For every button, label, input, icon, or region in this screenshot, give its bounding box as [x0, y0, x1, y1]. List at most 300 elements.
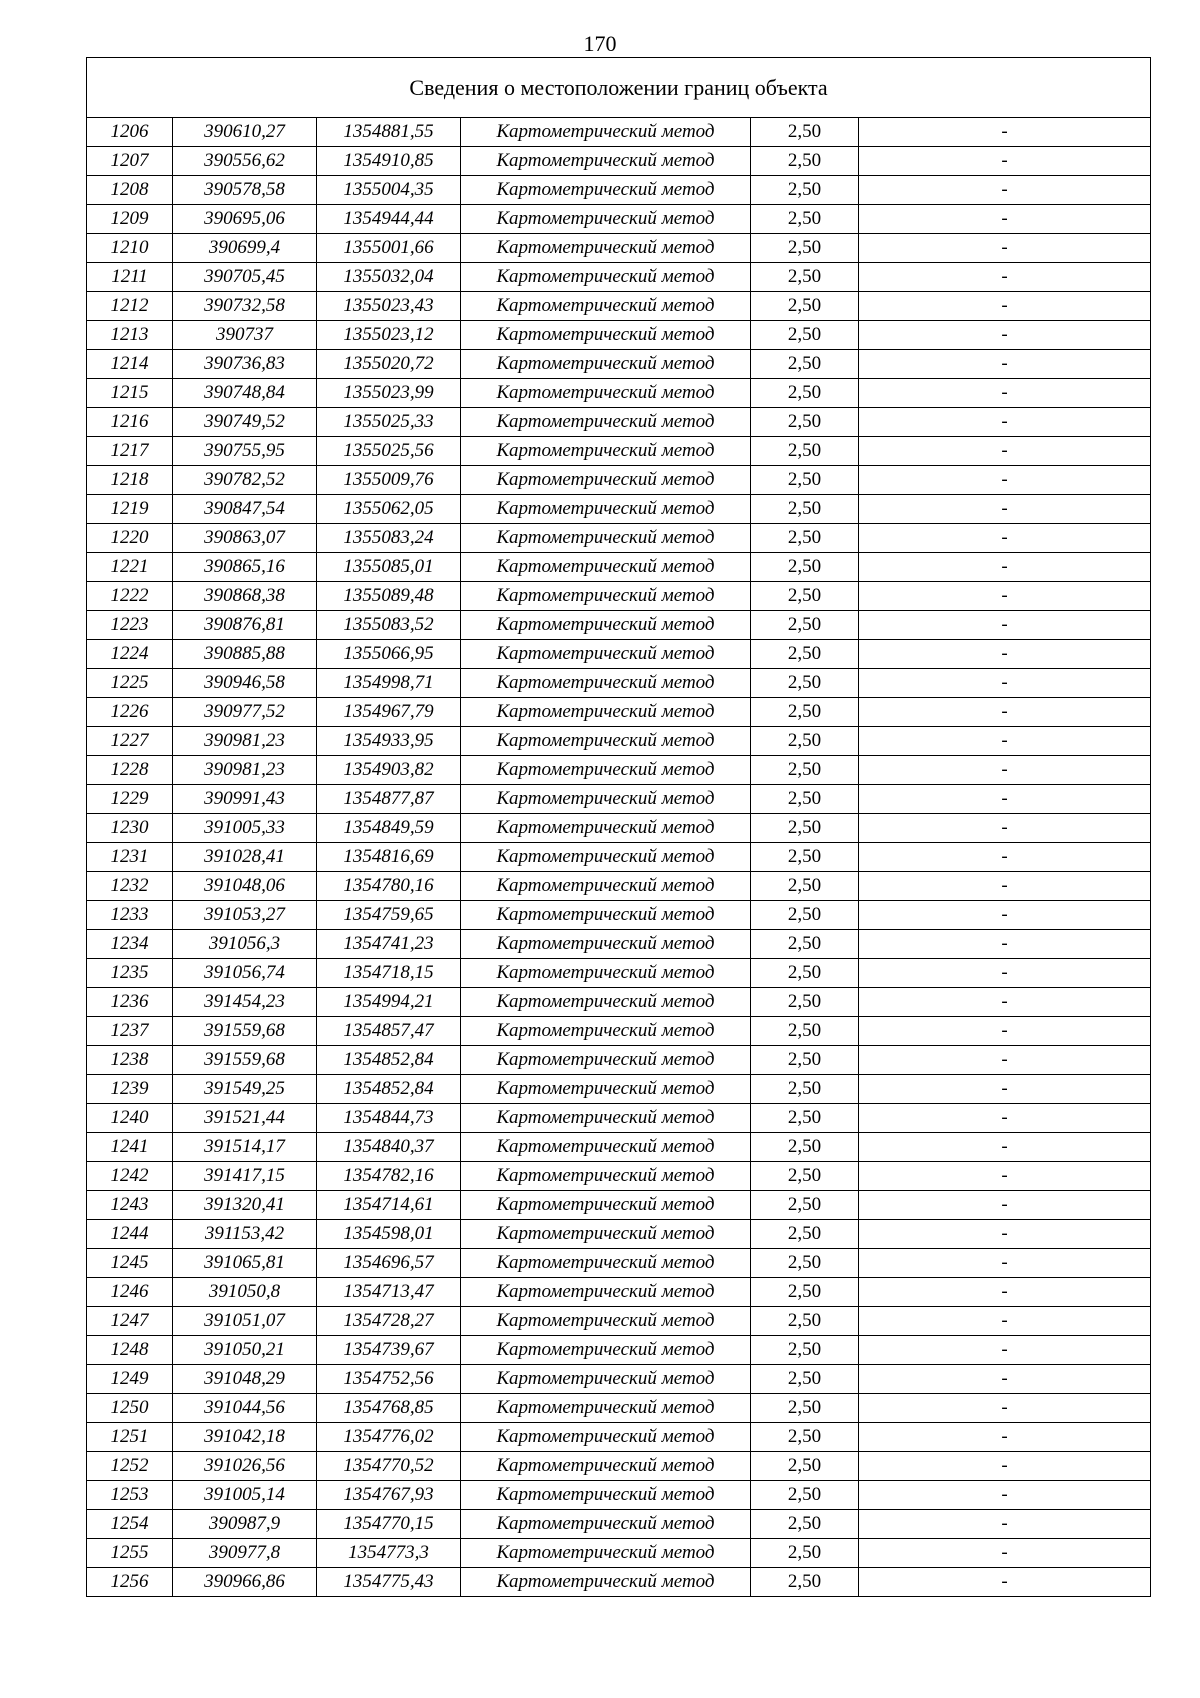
- method-cell: Картометрический метод: [461, 988, 751, 1017]
- table-row: [87, 669, 1151, 698]
- x-coordinate-cell: 390737: [173, 321, 317, 350]
- x-coordinate-cell: 390977,52: [173, 698, 317, 727]
- precision-cell: 2,50: [751, 1481, 859, 1510]
- note-cell: -: [859, 1046, 1151, 1075]
- y-coordinate-cell: 1354714,61: [317, 1191, 461, 1220]
- point-number-cell: 1234: [87, 930, 173, 959]
- point-number-cell: 1256: [87, 1568, 173, 1597]
- point-number-cell: 1246: [87, 1278, 173, 1307]
- table-row: [87, 147, 1151, 176]
- precision-cell: 2,50: [751, 1278, 859, 1307]
- x-coordinate-cell: 391050,21: [173, 1336, 317, 1365]
- x-coordinate-cell: 390987,9: [173, 1510, 317, 1539]
- y-coordinate-cell: 1354773,3: [317, 1539, 461, 1568]
- boundary-coordinates-table: [86, 57, 1151, 1597]
- precision-cell: 2,50: [751, 1510, 859, 1539]
- y-coordinate-cell: 1354768,85: [317, 1394, 461, 1423]
- point-number-cell: 1255: [87, 1539, 173, 1568]
- point-number-cell: 1227: [87, 727, 173, 756]
- point-number-cell: 1237: [87, 1017, 173, 1046]
- table-row: [87, 814, 1151, 843]
- table-row: [87, 1104, 1151, 1133]
- note-cell: -: [859, 872, 1151, 901]
- x-coordinate-cell: 391050,8: [173, 1278, 317, 1307]
- y-coordinate-cell: 1354775,43: [317, 1568, 461, 1597]
- x-coordinate-cell: 390847,54: [173, 495, 317, 524]
- method-cell: Картометрический метод: [461, 1365, 751, 1394]
- table-row: [87, 1017, 1151, 1046]
- x-coordinate-cell: 391454,23: [173, 988, 317, 1017]
- precision-cell: 2,50: [751, 234, 859, 263]
- precision-cell: 2,50: [751, 553, 859, 582]
- precision-cell: 2,50: [751, 1162, 859, 1191]
- precision-cell: 2,50: [751, 1075, 859, 1104]
- table-row: [87, 1394, 1151, 1423]
- table-row: [87, 988, 1151, 1017]
- precision-cell: 2,50: [751, 901, 859, 930]
- note-cell: -: [859, 1220, 1151, 1249]
- point-number-cell: 1224: [87, 640, 173, 669]
- method-cell: Картометрический метод: [461, 1539, 751, 1568]
- point-number-cell: 1252: [87, 1452, 173, 1481]
- y-coordinate-cell: 1354728,27: [317, 1307, 461, 1336]
- note-cell: -: [859, 437, 1151, 466]
- point-number-cell: 1233: [87, 901, 173, 930]
- note-cell: -: [859, 466, 1151, 495]
- y-coordinate-cell: 1354967,79: [317, 698, 461, 727]
- precision-cell: 2,50: [751, 147, 859, 176]
- x-coordinate-cell: 390876,81: [173, 611, 317, 640]
- precision-cell: 2,50: [751, 785, 859, 814]
- method-cell: Картометрический метод: [461, 843, 751, 872]
- note-cell: -: [859, 611, 1151, 640]
- note-cell: -: [859, 1510, 1151, 1539]
- method-cell: Картометрический метод: [461, 1046, 751, 1075]
- point-number-cell: 1253: [87, 1481, 173, 1510]
- x-coordinate-cell: 391549,25: [173, 1075, 317, 1104]
- precision-cell: 2,50: [751, 1394, 859, 1423]
- table-row: [87, 756, 1151, 785]
- table-row: [87, 1046, 1151, 1075]
- table-title: Сведения о местоположении границ объекта: [87, 58, 1151, 118]
- point-number-cell: 1247: [87, 1307, 173, 1336]
- table-row: [87, 872, 1151, 901]
- x-coordinate-cell: 390981,23: [173, 727, 317, 756]
- method-cell: Картометрический метод: [461, 553, 751, 582]
- point-number-cell: 1217: [87, 437, 173, 466]
- table-row: [87, 1278, 1151, 1307]
- y-coordinate-cell: 1355085,01: [317, 553, 461, 582]
- table-row: [87, 1307, 1151, 1336]
- method-cell: Картометрический метод: [461, 1278, 751, 1307]
- point-number-cell: 1219: [87, 495, 173, 524]
- precision-cell: 2,50: [751, 292, 859, 321]
- x-coordinate-cell: 391320,41: [173, 1191, 317, 1220]
- y-coordinate-cell: 1354933,95: [317, 727, 461, 756]
- table-row: [87, 321, 1151, 350]
- x-coordinate-cell: 391051,07: [173, 1307, 317, 1336]
- precision-cell: 2,50: [751, 205, 859, 234]
- x-coordinate-cell: 391042,18: [173, 1423, 317, 1452]
- y-coordinate-cell: 1355023,43: [317, 292, 461, 321]
- note-cell: -: [859, 1423, 1151, 1452]
- x-coordinate-cell: 390782,52: [173, 466, 317, 495]
- x-coordinate-cell: 391417,15: [173, 1162, 317, 1191]
- table-row: [87, 1162, 1151, 1191]
- method-cell: Картометрический метод: [461, 1220, 751, 1249]
- method-cell: Картометрический метод: [461, 205, 751, 234]
- precision-cell: 2,50: [751, 350, 859, 379]
- precision-cell: 2,50: [751, 1191, 859, 1220]
- note-cell: -: [859, 1104, 1151, 1133]
- y-coordinate-cell: 1354849,59: [317, 814, 461, 843]
- note-cell: -: [859, 205, 1151, 234]
- y-coordinate-cell: 1355032,04: [317, 263, 461, 292]
- precision-cell: 2,50: [751, 843, 859, 872]
- method-cell: Картометрический метод: [461, 1394, 751, 1423]
- point-number-cell: 1245: [87, 1249, 173, 1278]
- method-cell: Картометрический метод: [461, 611, 751, 640]
- note-cell: -: [859, 1278, 1151, 1307]
- y-coordinate-cell: 1354776,02: [317, 1423, 461, 1452]
- method-cell: Картометрический метод: [461, 959, 751, 988]
- method-cell: Картометрический метод: [461, 640, 751, 669]
- note-cell: -: [859, 118, 1151, 147]
- x-coordinate-cell: 390991,43: [173, 785, 317, 814]
- method-cell: Картометрический метод: [461, 1568, 751, 1597]
- table-row: [87, 1452, 1151, 1481]
- table-row: [87, 495, 1151, 524]
- point-number-cell: 1218: [87, 466, 173, 495]
- y-coordinate-cell: 1354718,15: [317, 959, 461, 988]
- x-coordinate-cell: 390705,45: [173, 263, 317, 292]
- x-coordinate-cell: 390946,58: [173, 669, 317, 698]
- table-header-row: [87, 58, 1151, 118]
- point-number-cell: 1244: [87, 1220, 173, 1249]
- method-cell: Картометрический метод: [461, 930, 751, 959]
- method-cell: Картометрический метод: [461, 1481, 751, 1510]
- y-coordinate-cell: 1355004,35: [317, 176, 461, 205]
- x-coordinate-cell: 390749,52: [173, 408, 317, 437]
- table-row: [87, 1510, 1151, 1539]
- x-coordinate-cell: 391153,42: [173, 1220, 317, 1249]
- point-number-cell: 1213: [87, 321, 173, 350]
- note-cell: -: [859, 901, 1151, 930]
- x-coordinate-cell: 390863,07: [173, 524, 317, 553]
- y-coordinate-cell: 1355023,99: [317, 379, 461, 408]
- method-cell: Картометрический метод: [461, 727, 751, 756]
- x-coordinate-cell: 390755,95: [173, 437, 317, 466]
- precision-cell: 2,50: [751, 669, 859, 698]
- precision-cell: 2,50: [751, 1336, 859, 1365]
- table-row: [87, 437, 1151, 466]
- table-row: [87, 785, 1151, 814]
- point-number-cell: 1248: [87, 1336, 173, 1365]
- x-coordinate-cell: 391028,41: [173, 843, 317, 872]
- point-number-cell: 1236: [87, 988, 173, 1017]
- precision-cell: 2,50: [751, 379, 859, 408]
- note-cell: -: [859, 1539, 1151, 1568]
- note-cell: -: [859, 1336, 1151, 1365]
- point-number-cell: 1229: [87, 785, 173, 814]
- table-body: [87, 118, 1151, 1597]
- method-cell: Картометрический метод: [461, 872, 751, 901]
- method-cell: Картометрический метод: [461, 466, 751, 495]
- point-number-cell: 1230: [87, 814, 173, 843]
- method-cell: Картометрический метод: [461, 1423, 751, 1452]
- note-cell: -: [859, 379, 1151, 408]
- y-coordinate-cell: 1354844,73: [317, 1104, 461, 1133]
- method-cell: Картометрический метод: [461, 524, 751, 553]
- point-number-cell: 1231: [87, 843, 173, 872]
- point-number-cell: 1232: [87, 872, 173, 901]
- method-cell: Картометрический метод: [461, 1017, 751, 1046]
- table-row: [87, 1365, 1151, 1394]
- table-row: [87, 1481, 1151, 1510]
- x-coordinate-cell: 391044,56: [173, 1394, 317, 1423]
- method-cell: Картометрический метод: [461, 1162, 751, 1191]
- y-coordinate-cell: 1354741,23: [317, 930, 461, 959]
- point-number-cell: 1250: [87, 1394, 173, 1423]
- note-cell: -: [859, 756, 1151, 785]
- y-coordinate-cell: 1355025,33: [317, 408, 461, 437]
- table-row: [87, 930, 1151, 959]
- note-cell: -: [859, 147, 1151, 176]
- table-row: [87, 1220, 1151, 1249]
- y-coordinate-cell: 1354713,47: [317, 1278, 461, 1307]
- note-cell: -: [859, 669, 1151, 698]
- precision-cell: 2,50: [751, 408, 859, 437]
- method-cell: Картометрический метод: [461, 901, 751, 930]
- note-cell: -: [859, 727, 1151, 756]
- note-cell: -: [859, 1191, 1151, 1220]
- table-row: [87, 234, 1151, 263]
- y-coordinate-cell: 1354780,16: [317, 872, 461, 901]
- point-number-cell: 1216: [87, 408, 173, 437]
- precision-cell: 2,50: [751, 727, 859, 756]
- y-coordinate-cell: 1355066,95: [317, 640, 461, 669]
- note-cell: -: [859, 930, 1151, 959]
- x-coordinate-cell: 390865,16: [173, 553, 317, 582]
- method-cell: Картометрический метод: [461, 234, 751, 263]
- note-cell: -: [859, 959, 1151, 988]
- precision-cell: 2,50: [751, 1307, 859, 1336]
- y-coordinate-cell: 1354770,52: [317, 1452, 461, 1481]
- precision-cell: 2,50: [751, 1423, 859, 1452]
- precision-cell: 2,50: [751, 930, 859, 959]
- table-row: [87, 176, 1151, 205]
- method-cell: Картометрический метод: [461, 1191, 751, 1220]
- table-row: [87, 466, 1151, 495]
- note-cell: -: [859, 785, 1151, 814]
- x-coordinate-cell: 390736,83: [173, 350, 317, 379]
- method-cell: Картометрический метод: [461, 321, 751, 350]
- x-coordinate-cell: 391056,74: [173, 959, 317, 988]
- y-coordinate-cell: 1355025,56: [317, 437, 461, 466]
- note-cell: -: [859, 176, 1151, 205]
- point-number-cell: 1239: [87, 1075, 173, 1104]
- point-number-cell: 1212: [87, 292, 173, 321]
- note-cell: -: [859, 1133, 1151, 1162]
- point-number-cell: 1240: [87, 1104, 173, 1133]
- point-number-cell: 1211: [87, 263, 173, 292]
- note-cell: -: [859, 1307, 1151, 1336]
- note-cell: -: [859, 1249, 1151, 1278]
- x-coordinate-cell: 390610,27: [173, 118, 317, 147]
- note-cell: -: [859, 1365, 1151, 1394]
- note-cell: -: [859, 640, 1151, 669]
- x-coordinate-cell: 391048,29: [173, 1365, 317, 1394]
- note-cell: -: [859, 1481, 1151, 1510]
- note-cell: -: [859, 1162, 1151, 1191]
- note-cell: -: [859, 582, 1151, 611]
- point-number-cell: 1242: [87, 1162, 173, 1191]
- method-cell: Картометрический метод: [461, 147, 751, 176]
- table-row: [87, 1133, 1151, 1162]
- table-row: [87, 1568, 1151, 1597]
- table-row: [87, 1249, 1151, 1278]
- x-coordinate-cell: 391005,33: [173, 814, 317, 843]
- point-number-cell: 1207: [87, 147, 173, 176]
- y-coordinate-cell: 1354998,71: [317, 669, 461, 698]
- point-number-cell: 1238: [87, 1046, 173, 1075]
- method-cell: Картометрический метод: [461, 582, 751, 611]
- note-cell: -: [859, 1452, 1151, 1481]
- table-row: [87, 901, 1151, 930]
- point-number-cell: 1220: [87, 524, 173, 553]
- x-coordinate-cell: 391521,44: [173, 1104, 317, 1133]
- precision-cell: 2,50: [751, 321, 859, 350]
- method-cell: Картометрический метод: [461, 785, 751, 814]
- method-cell: Картометрический метод: [461, 379, 751, 408]
- y-coordinate-cell: 1354759,65: [317, 901, 461, 930]
- x-coordinate-cell: 391048,06: [173, 872, 317, 901]
- precision-cell: 2,50: [751, 495, 859, 524]
- x-coordinate-cell: 390578,58: [173, 176, 317, 205]
- method-cell: Картометрический метод: [461, 118, 751, 147]
- precision-cell: 2,50: [751, 1017, 859, 1046]
- note-cell: -: [859, 408, 1151, 437]
- y-coordinate-cell: 1354770,15: [317, 1510, 461, 1539]
- table-row: [87, 1539, 1151, 1568]
- note-cell: -: [859, 321, 1151, 350]
- point-number-cell: 1235: [87, 959, 173, 988]
- y-coordinate-cell: 1354840,37: [317, 1133, 461, 1162]
- x-coordinate-cell: 391026,56: [173, 1452, 317, 1481]
- table-row: [87, 553, 1151, 582]
- method-cell: Картометрический метод: [461, 263, 751, 292]
- x-coordinate-cell: 391005,14: [173, 1481, 317, 1510]
- method-cell: Картометрический метод: [461, 1104, 751, 1133]
- y-coordinate-cell: 1355083,24: [317, 524, 461, 553]
- point-number-cell: 1249: [87, 1365, 173, 1394]
- y-coordinate-cell: 1354852,84: [317, 1075, 461, 1104]
- precision-cell: 2,50: [751, 640, 859, 669]
- y-coordinate-cell: 1355009,76: [317, 466, 461, 495]
- precision-cell: 2,50: [751, 1365, 859, 1394]
- table-row: [87, 959, 1151, 988]
- precision-cell: 2,50: [751, 524, 859, 553]
- x-coordinate-cell: 390885,88: [173, 640, 317, 669]
- note-cell: -: [859, 814, 1151, 843]
- point-number-cell: 1254: [87, 1510, 173, 1539]
- precision-cell: 2,50: [751, 1568, 859, 1597]
- method-cell: Картометрический метод: [461, 437, 751, 466]
- precision-cell: 2,50: [751, 176, 859, 205]
- x-coordinate-cell: 390868,38: [173, 582, 317, 611]
- point-number-cell: 1210: [87, 234, 173, 263]
- y-coordinate-cell: 1354598,01: [317, 1220, 461, 1249]
- point-number-cell: 1226: [87, 698, 173, 727]
- table-row: [87, 640, 1151, 669]
- method-cell: Картометрический метод: [461, 814, 751, 843]
- note-cell: -: [859, 553, 1151, 582]
- method-cell: Картометрический метод: [461, 1452, 751, 1481]
- note-cell: -: [859, 1568, 1151, 1597]
- precision-cell: 2,50: [751, 698, 859, 727]
- table-row: [87, 350, 1151, 379]
- table-row: [87, 292, 1151, 321]
- table-row: [87, 205, 1151, 234]
- method-cell: Картометрический метод: [461, 1307, 751, 1336]
- point-number-cell: 1223: [87, 611, 173, 640]
- precision-cell: 2,50: [751, 959, 859, 988]
- y-coordinate-cell: 1354696,57: [317, 1249, 461, 1278]
- x-coordinate-cell: 390977,8: [173, 1539, 317, 1568]
- precision-cell: 2,50: [751, 756, 859, 785]
- x-coordinate-cell: 390981,23: [173, 756, 317, 785]
- point-number-cell: 1225: [87, 669, 173, 698]
- note-cell: -: [859, 843, 1151, 872]
- table-row: [87, 611, 1151, 640]
- precision-cell: 2,50: [751, 1104, 859, 1133]
- y-coordinate-cell: 1354903,82: [317, 756, 461, 785]
- table-row: [87, 118, 1151, 147]
- x-coordinate-cell: 391514,17: [173, 1133, 317, 1162]
- x-coordinate-cell: 390748,84: [173, 379, 317, 408]
- point-number-cell: 1251: [87, 1423, 173, 1452]
- table-row: [87, 379, 1151, 408]
- y-coordinate-cell: 1354994,21: [317, 988, 461, 1017]
- point-number-cell: 1243: [87, 1191, 173, 1220]
- note-cell: -: [859, 988, 1151, 1017]
- method-cell: Картометрический метод: [461, 669, 751, 698]
- y-coordinate-cell: 1354739,67: [317, 1336, 461, 1365]
- y-coordinate-cell: 1355089,48: [317, 582, 461, 611]
- method-cell: Картометрический метод: [461, 1510, 751, 1539]
- y-coordinate-cell: 1354881,55: [317, 118, 461, 147]
- x-coordinate-cell: 390732,58: [173, 292, 317, 321]
- note-cell: -: [859, 495, 1151, 524]
- y-coordinate-cell: 1354782,16: [317, 1162, 461, 1191]
- method-cell: Картометрический метод: [461, 698, 751, 727]
- y-coordinate-cell: 1355020,72: [317, 350, 461, 379]
- x-coordinate-cell: 391559,68: [173, 1017, 317, 1046]
- x-coordinate-cell: 391056,3: [173, 930, 317, 959]
- note-cell: -: [859, 1394, 1151, 1423]
- y-coordinate-cell: 1354944,44: [317, 205, 461, 234]
- table-row: [87, 408, 1151, 437]
- table-row: [87, 1336, 1151, 1365]
- method-cell: Картометрический метод: [461, 350, 751, 379]
- x-coordinate-cell: 391053,27: [173, 901, 317, 930]
- method-cell: Картометрический метод: [461, 756, 751, 785]
- point-number-cell: 1228: [87, 756, 173, 785]
- y-coordinate-cell: 1354852,84: [317, 1046, 461, 1075]
- precision-cell: 2,50: [751, 814, 859, 843]
- precision-cell: 2,50: [751, 1133, 859, 1162]
- method-cell: Картометрический метод: [461, 1249, 751, 1278]
